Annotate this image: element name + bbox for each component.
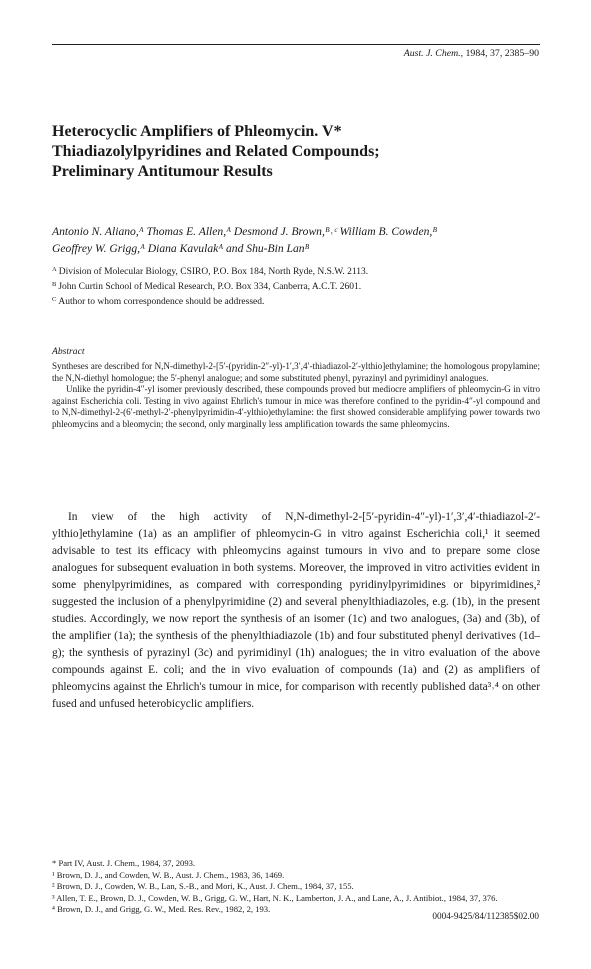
- abstract-paragraph-1: Syntheses are described for N,N-dimethyl-2-[5′-(pyridin-2″-yl)-1′,3′,4′-thiadiazol-2′-ylthio]ethylamine; the homologous propylamine; the N,N-diethyl homologue; the 5′-phenyl analogue; and some substituted phenyl, pyrazinyl and pyrimidinyl analogues.: [52, 361, 540, 383]
- article-title: [52, 122, 542, 182]
- affiliation-text: Division of Molecular Biology, CSIRO, P.O. Box 184, North Ryde, N.S.W. 2113.: [58, 267, 369, 277]
- title-line-1: Heterocyclic Amplifiers of Phleomycin. V*: [52, 123, 342, 140]
- abstract-body: [52, 361, 540, 430]
- footnote-star: * Part IV, Aust. J. Chem., 1984, 37, 2093.: [52, 858, 196, 868]
- affiliation-c: [52, 294, 542, 309]
- author-line-2: Geoffrey W. Grigg,ᴬ Diana Kavulakᴬ and Shu-Bin Lanᴮ: [52, 242, 310, 255]
- affiliation-b: [52, 279, 542, 294]
- footnote-2: ² Brown, D. J., Cowden, W. B., Lan, S.-B., and Mori, K., Aust. J. Chem., 1984, 37, 155.: [52, 881, 354, 892]
- main-text: [52, 509, 540, 713]
- body-paragraph-1: In view of the high activity of N,N-dimethyl-2-[5′-pyridin-4″-yl)-1′,3′,4′-thiadiazol-2′-ylthio]ethylamine (1a) as an amplifier of phleomycin-G in vitro against Escherichia coli,¹ it seemed advisable to test its efficacy with phleomycins against tumours in vivo and to prepare some close analogues for subsequent evaluation in both systems. Moreover, the improved in vitro activities evident in some phenylpyrimidines, as compared with corresponding pyridinylpyrimidines or bipyrimidines,² suggested the inclusion of a phenylpyrimidine (2) and several phenylthiadiazoles, e.g. (1b), in the present studies. Accordingly, we now report the synthesis of an isomer (1c) and two analogues, (3a) and (3b), of the amplifier (1a); the synthesis of the phenylthiadiazole (1b) and four substituted phenyl derivatives (1d–g); the synthesis of pyrazinyl (3c) and pyrimidinyl (1h) analogues; the in vitro evaluation of the above compounds against E. coli; and the in vivo evaluation of compounds (1a) and (2) as amplifiers of phleomycins against the Ehrlich's tumour in mice, for comparison with recently published data³˒⁴ on other fused and unfused heterobicyclic amplifiers.: [52, 511, 540, 710]
- affiliations: [52, 264, 542, 308]
- affiliation-mark: A: [52, 266, 57, 273]
- affiliation-mark: C: [52, 295, 57, 303]
- affiliation-text: John Curtin School of Medical Research, P.O. Box 334, Canberra, A.C.T. 2601.: [58, 281, 362, 292]
- title-line-2: Thiadiazolylpyridines and Related Compounds;: [52, 143, 380, 160]
- author-line-1: Antonio N. Aliano,ᴬ Thomas E. Allen,ᴬ Desmond J. Brown,ᴮ˒ᶜ William B. Cowden,ᴮ: [52, 225, 438, 238]
- affiliation-text: Author to whom correspondence should be addressed.: [58, 296, 265, 307]
- abstract-heading: Abstract: [52, 346, 85, 357]
- running-head: [404, 48, 539, 59]
- title-line-3: Preliminary Antitumour Results: [52, 163, 273, 180]
- footnote-4: ⁴ Brown, D. J., and Grigg, G. W., Med. Res. Rev., 1982, 2, 193.: [52, 904, 271, 915]
- journal-citation: , 1984, 37, 2385–90: [460, 48, 539, 59]
- abstract-paragraph-2: Unlike the pyridin-4″-yl isomer previously described, these compounds proved but mediocre amplifiers of phleomycin-G in vitro against Escherichia coli. Testing in vivo against Ehrlich's tumour in mice was therefore confined to the pyridin-4″-yl compound and to N,N-dimethyl-2-(6′-methyl-2′-phenylpyrimidin-4′-ylthio)ethylamine: the first showed considerable amplifying power towards two phleomycins and a bleomycin; the second, only marginally less amplification towards the same phleomycins.: [52, 384, 540, 429]
- affiliation-mark: B: [52, 280, 57, 288]
- footnotes: [52, 858, 540, 916]
- document-code: 0004-9425/84/112385$02.00: [432, 911, 539, 921]
- author-list: [52, 223, 542, 257]
- top-rule: [52, 44, 540, 45]
- footnote-3: ³ Allen, T. E., Brown, D. J., Cowden, W. B., Grigg, G. W., Hart, N. K., Lamberton, J. A., and Lane, A., J. Antibiot., 1984, 37, 376.: [52, 892, 498, 903]
- journal-name: Aust. J. Chem.: [403, 48, 461, 59]
- footnote-1: ¹ Brown, D. J., and Cowden, W. B., Aust. J. Chem., 1983, 36, 1469.: [52, 869, 285, 880]
- affiliation-a: [52, 264, 542, 279]
